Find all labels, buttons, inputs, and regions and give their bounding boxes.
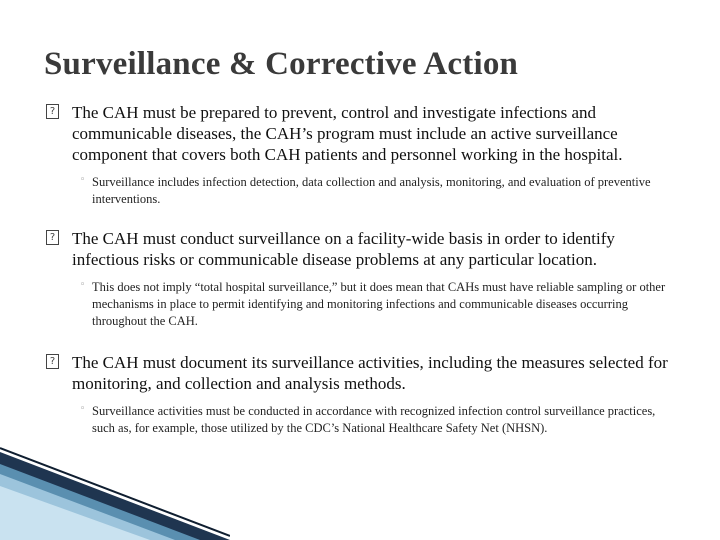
bullet-item — [46, 228, 686, 330]
sub-bullet-dot-icon: ◦ — [80, 175, 86, 185]
bullet-box-icon: ? — [46, 104, 59, 119]
sub-bullet — [80, 174, 680, 208]
bullet-box-icon: ? — [46, 230, 59, 245]
bullet-text: The CAH must be prepared to prevent, control and investigate infections and communicable diseases, the CAH’s program must include an active surveillance component that covers both CAH patients and personnel working in the hospital. — [72, 103, 623, 164]
sub-bullet — [80, 279, 680, 330]
sub-bullet-text: This does not imply “total hospital surveillance,” but it does mean that CAHs must have reliable sampling or other mechanisms in place to permit identifying and monitoring infections and communicable diseases occurring throughout the CAH. — [92, 280, 666, 328]
bullet-text: The CAH must conduct surveillance on a facility-wide basis in order to identify infectious risks or communicable disease problems at any particular location. — [72, 229, 615, 269]
slide-title: Surveillance & Corrective Action — [44, 46, 519, 82]
bullet-item — [46, 352, 686, 437]
sub-bullet-dot-icon: ◦ — [80, 404, 86, 414]
bullet-text: The CAH must document its surveillance activities, including the measures selected for monitoring, and collection and analysis methods. — [72, 353, 668, 393]
sub-bullet-text: Surveillance includes infection detection, data collection and analysis, monitoring, and evaluation of preventive interventions. — [92, 175, 651, 206]
sub-bullet-text: Surveillance activities must be conducted in accordance with recognized infection control surveillance practices, such as, for example, those utilized by the CDC’s National Healthcare Safety Net (NHSN). — [92, 404, 656, 435]
sub-bullet — [80, 403, 680, 437]
decorative-wave-graphic — [0, 440, 230, 540]
bullet-box-icon: ? — [46, 354, 59, 369]
bullet-item — [46, 102, 686, 208]
sub-bullet-dot-icon: ◦ — [80, 280, 86, 290]
